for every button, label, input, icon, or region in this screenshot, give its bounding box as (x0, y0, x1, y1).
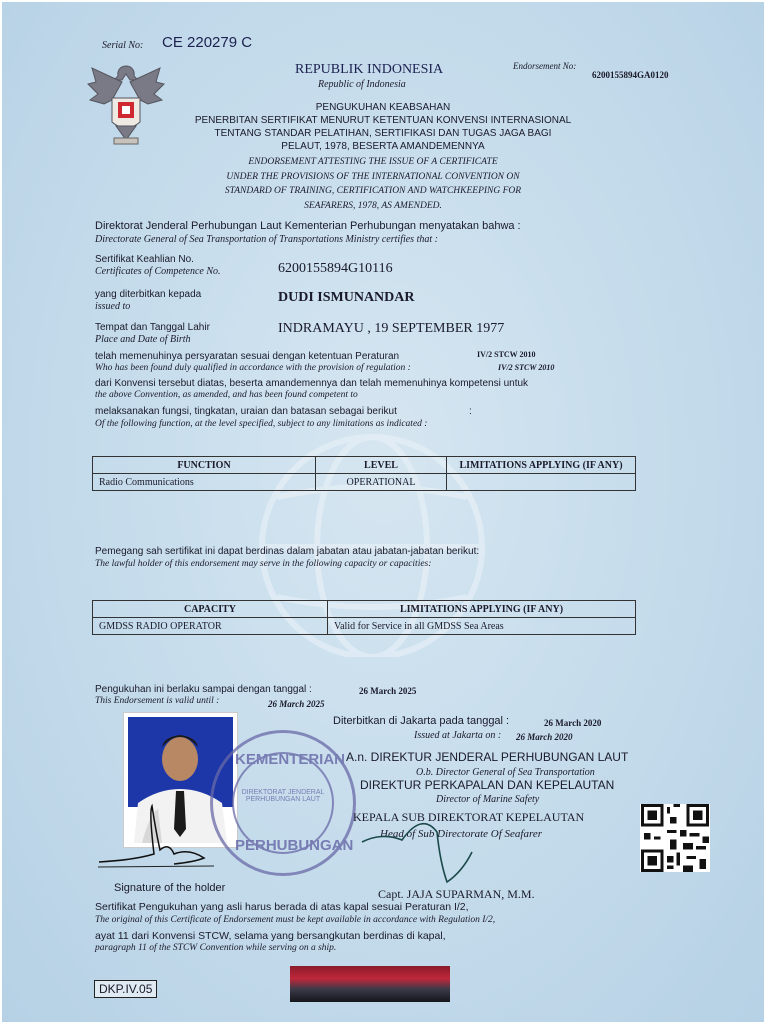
function-intro-en: Of the following function, at the level specified, subject to any limitations as indicated : (95, 419, 428, 429)
title-en-line-1: ENDORSEMENT ATTESTING THE ISSUE OF A CERTIFICATE (248, 157, 498, 167)
title-indonesian (2, 101, 764, 153)
valid-until-en: This Endorsement is valid until : (95, 696, 220, 706)
function-table-header (93, 457, 636, 474)
limitations-cell (447, 474, 636, 491)
convention-id: dari Konvensi tersebut diatas, beserta amandemennya dan telah memenuhinya kompetensi untuk (95, 378, 529, 389)
col-level: LEVEL (316, 457, 447, 474)
certificate-page (2, 2, 764, 1022)
serial-label: Serial No: (102, 40, 144, 51)
pob-value: INDRAMAYU , 19 SEPTEMBER 1977 (278, 321, 505, 336)
level-cell: OPERATIONAL (316, 474, 447, 491)
pob-label-id: Tempat dan Tanggal Lahir (95, 322, 210, 333)
title-english (2, 155, 744, 213)
country-subtitle: Republic of Indonesia (318, 79, 406, 90)
holder-name: DUDI ISMUNANDAR (278, 290, 415, 305)
table-row (93, 474, 636, 491)
capacity-limitations-cell: Valid for Service in all GMDSS Sea Areas (328, 618, 636, 635)
stamp-bottom-text: PERHUBUNGAN (235, 837, 354, 854)
footer-note-id-2: ayat 11 dari Konvensi STCW, selama yang bersangkutan berdinas di kapal, (95, 930, 446, 942)
capacity-table-header (93, 601, 636, 618)
issued-to-label-id: yang diterbitkan kepada (95, 289, 202, 300)
form-code-box (94, 980, 157, 998)
stamp-center-text: DIREKTORAT JENDERAL PERHUBUNGAN LAUT (241, 789, 325, 803)
signatory-line-1: A.n. DIREKTUR JENDERAL PERHUBUNGAN LAUT (346, 750, 629, 764)
hologram-strip (290, 966, 450, 1002)
issued-to-label-en: issued to (95, 301, 131, 312)
function-intro-id: melaksanakan fungsi, tingkatan, uraian dan batasan sebagai berikut (95, 406, 397, 417)
valid-until-en-date: 26 March 2025 (268, 699, 325, 709)
stamp-top-text: KEMENTERIAN (235, 751, 346, 768)
holder-signature (94, 802, 224, 872)
pob-label-en: Place and Date of Birth (95, 334, 191, 345)
valid-until-id-date: 26 March 2025 (359, 686, 417, 696)
capacity-intro-en: The lawful holder of this endorsement may serve in the following capacity or capacities: (95, 559, 432, 569)
capacity-table (92, 600, 636, 635)
form-code: DKP.IV.05 (99, 982, 153, 996)
coc-number: 6200155894G10116 (278, 261, 393, 276)
signatory-line-3-en: Head of Sub Directorate Of Seafarer (380, 828, 543, 840)
issued-at-en: Issued at Jakarta on : (414, 730, 502, 741)
issued-at-id-date: 26 March 2020 (544, 718, 602, 728)
col-limitations: LIMITATIONS APPLYING (IF ANY) (447, 457, 636, 474)
official-stamp (210, 730, 356, 876)
endorsement-label: Endorsement No: (513, 61, 577, 71)
qualified-id-regulation: IV/2 STCW 2010 (477, 350, 536, 359)
signatory-line-1-en: O.b. Director General of Sea Transportation (416, 767, 595, 778)
capacity-cell: GMDSS RADIO OPERATOR (93, 618, 328, 635)
footer-note-en-2: paragraph 11 of the STCW Convention while serving on a ship. (95, 943, 337, 953)
qualified-en-regulation: IV/2 STCW 2010 (498, 363, 555, 372)
function-intro-colon: : (469, 406, 472, 417)
official-signature (352, 802, 492, 892)
coc-label-id: Sertifikat Keahlian No. (95, 254, 194, 265)
certifies-id: Direktorat Jenderal Perhubungan Laut Kementerian Perhubungan menyatakan bahwa : (95, 220, 521, 232)
function-table (92, 456, 636, 491)
signatory-name: Capt. JAJA SUPARMAN, M.M. (378, 887, 535, 901)
valid-until-id: Pengukuhan ini berlaku sampai dengan tanggal : (95, 684, 312, 695)
signatory-line-2: DIREKTUR PERKAPALAN DAN KEPELAUTAN (360, 778, 615, 792)
title-en-line-3: STANDARD OF TRAINING, CERTIFICATION AND WATCHKEEPING FOR (224, 186, 522, 196)
country-title: REPUBLIK INDONESIA (295, 62, 444, 77)
convention-en: the above Convention, as amended, and has been found competent to (95, 390, 358, 400)
endorsement-number: 6200155894GA0120 (592, 70, 669, 80)
issued-at-en-date: 26 March 2020 (516, 732, 573, 742)
capacity-intro-id: Pemegang sah sertifikat ini dapat berdinas dalam jabatan atau jabatan-jabatan berikut: (95, 546, 480, 557)
title-id-line-1: PENGUKUHAN KEABSAHAN (315, 102, 451, 113)
title-id-line-4: PELAUT, 1978, BESERTA AMANDEMENNYA (281, 141, 485, 152)
coc-label-en: Certificates of Competence No. (95, 266, 221, 277)
table-row (93, 618, 636, 635)
qualified-id: telah memenuhinya persyaratan sesuai dengan ketentuan Peraturan (95, 351, 400, 362)
col-capacity: CAPACITY (93, 601, 328, 618)
qualified-en: Who has been found duly qualified in accordance with the provision of regulation : (95, 363, 411, 373)
title-en-line-4: SEAFARERS, 1978, AS AMENDED. (304, 200, 442, 211)
title-en-line-2: UNDER THE PROVISIONS OF THE INTERNATIONAL CONVENTION ON (226, 171, 520, 182)
signatory-line-2-en: Director of Marine Safety (436, 794, 540, 805)
serial-number: CE 220279 C (162, 34, 253, 51)
col-function: FUNCTION (93, 457, 316, 474)
signatory-line-3: KEPALA SUB DIREKTORAT KEPELAUTAN (353, 810, 585, 824)
title-id-line-3: TENTANG STANDAR PELATIHAN, SERTIFIKASI DAN TUGAS JAGA BAGI (214, 128, 552, 139)
qr-code-icon (640, 804, 710, 872)
footer-note-id-1: Sertifikat Pengukuhan yang asli harus berada di atas kapal sesuai Peraturan I/2, (95, 901, 469, 913)
function-cell: Radio Communications (93, 474, 316, 491)
certifies-en: Directorate General of Sea Transportation of Transportations Ministry certifies that : (95, 234, 438, 245)
col-capacity-limitations: LIMITATIONS APPLYING (IF ANY) (328, 601, 636, 618)
footer-note-en-1: The original of this Certificate of Endorsement must be kept available in accordance with Regulation I/2, (95, 915, 496, 925)
title-id-line-2: PENERBITAN SERTIFIKAT MENURUT KETENTUAN KONVENSI INTERNASIONAL (194, 115, 572, 126)
holder-signature-label: Signature of the holder (114, 882, 226, 894)
issued-at-id: Diterbitkan di Jakarta pada tanggal : (333, 715, 510, 727)
